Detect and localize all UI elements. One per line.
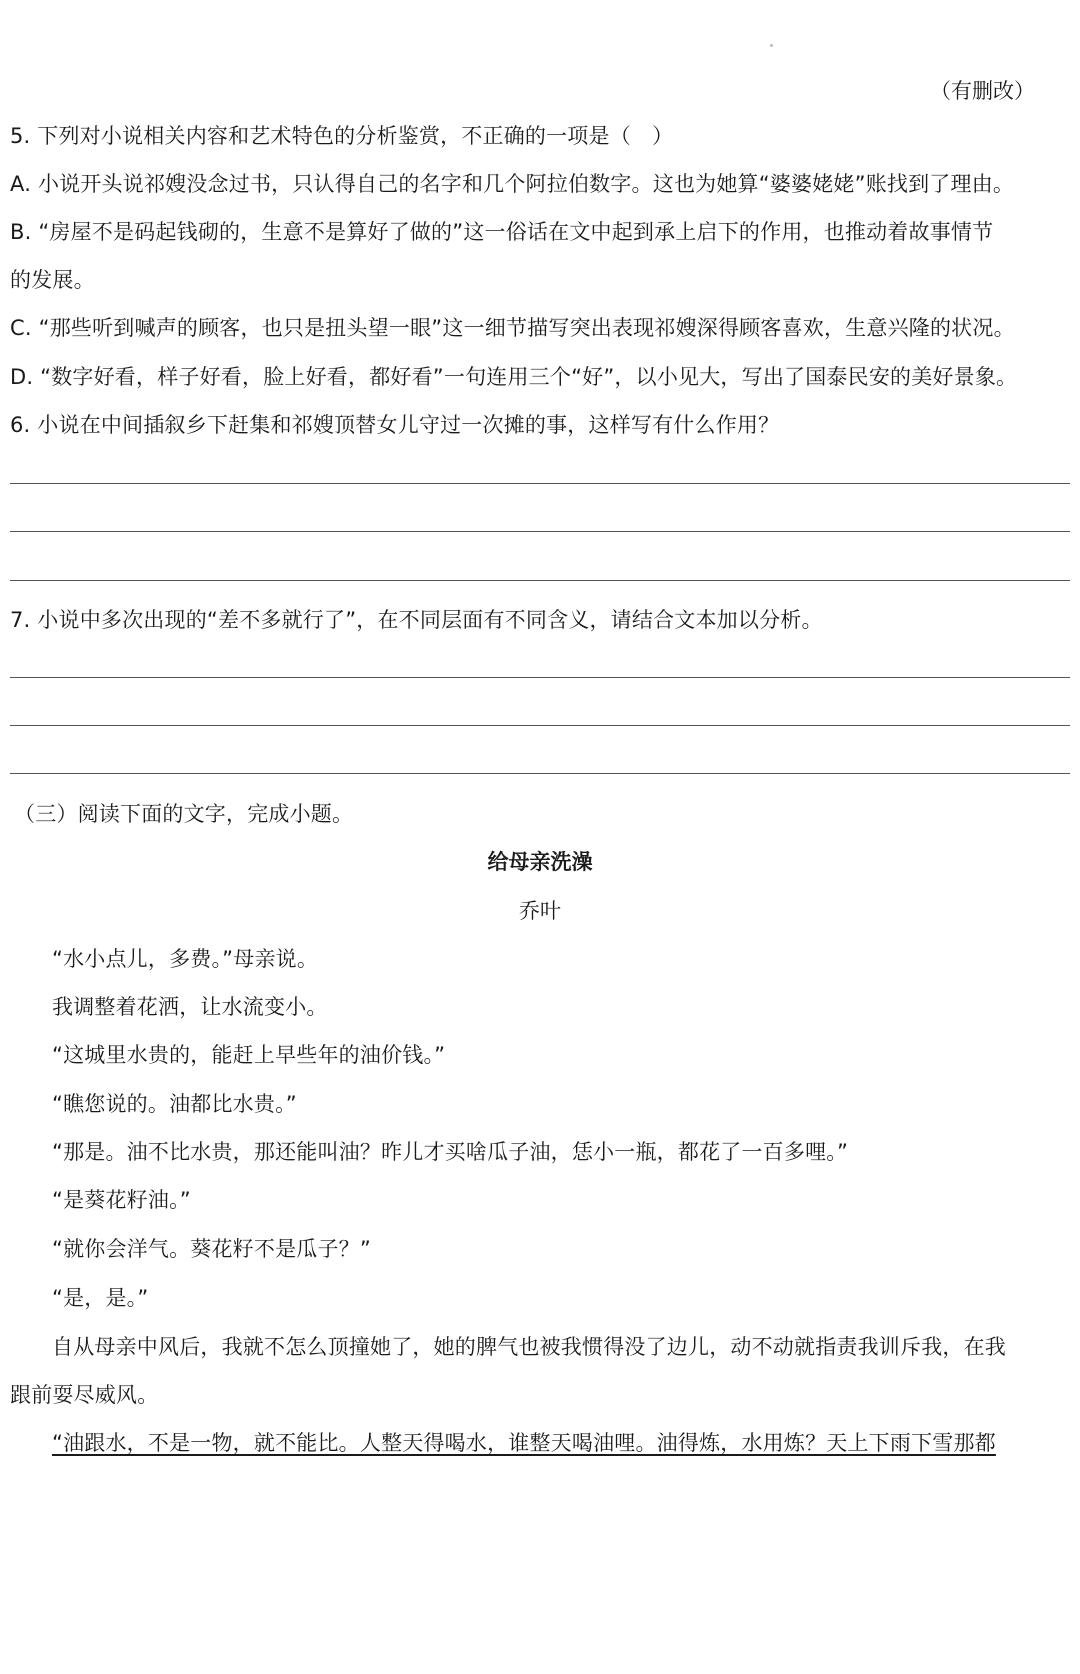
scan-speck (770, 44, 773, 47)
article-paragraph: “这城里水贵的，能赶上早些年的油价钱。” (52, 1043, 446, 1067)
question-5-option-d: D. “数字好看，样子好看，脸上好看，都好看”一句连用三个“好”，以小见大，写出了国泰民安的美好景象。 (10, 365, 1018, 389)
question-5-option-c: C. “那些听到喊声的顾客，也只是扭头望一眼”这一细节描写突出表现祁嫂深得顾客喜欢，生意兴隆的状况。 (10, 316, 1015, 340)
article-paragraph: “是，是。” (52, 1286, 149, 1310)
question-5-stem: 5. 下列对小说相关内容和艺术特色的分析鉴赏，不正确的一项是（ ） (10, 124, 674, 148)
article-title: 给母亲洗澡 (487, 850, 593, 874)
source-note: （有删改） (930, 79, 1035, 103)
article-paragraph-continued: 跟前耍尽威风。 (10, 1383, 159, 1407)
article-paragraph: 自从母亲中风后，我就不怎么顶撞她了，她的脾气也被我惯得没了边儿，动不动就指责我训斥我，在我 (52, 1335, 1006, 1359)
answer-line (10, 580, 1070, 581)
answer-line (10, 531, 1070, 532)
section-3-instruction: （三）阅读下面的文字，完成小题。 (14, 802, 354, 826)
question-5-option-b: B. “房屋不是码起钱砌的，生意不是算好了做的”这一俗话在文中起到承上启下的作用，也推动着故事情节 (10, 220, 994, 244)
question-5-option-a: A. 小说开头说祁嫂没念过书，只认得自己的名字和几个阿拉伯数字。这也为她算“婆婆姥姥”账找到了理由。 (10, 172, 1015, 196)
article-paragraph: 我调整着花洒，让水流变小。 (52, 995, 328, 1019)
question-7-stem: 7. 小说中多次出现的“差不多就行了”，在不同层面有不同含义，请结合文本加以分析。 (10, 608, 823, 632)
article-paragraph: “瞧您说的。油都比水贵。” (52, 1092, 297, 1116)
underlined-passage: “油跟水，不是一物，就不能比。人整天得喝水，谁整天喝油哩。油得炼，水用炼？天上下雨下雪那都 (52, 1431, 996, 1455)
article-author: 乔叶 (519, 899, 561, 923)
answer-line (10, 773, 1070, 774)
answer-line (10, 677, 1070, 678)
article-paragraph: “那是。油不比水贵，那还能叫油？昨儿才买啥瓜子油，恁小一瓶，都花了一百多哩。” (52, 1140, 849, 1164)
answer-line (10, 725, 1070, 726)
article-paragraph: “水小点儿，多费。”母亲说。 (52, 947, 319, 971)
article-paragraph: “就你会洋气。葵花籽不是瓜子？” (52, 1237, 371, 1261)
answer-line (10, 483, 1070, 484)
question-5-option-b-continued: 的发展。 (10, 268, 95, 292)
article-paragraph: “是葵花籽油。” (52, 1188, 191, 1212)
question-6-stem: 6. 小说在中间插叙乡下赶集和祁嫂顶替女儿守过一次摊的事，这样写有什么作用？ (10, 413, 780, 437)
